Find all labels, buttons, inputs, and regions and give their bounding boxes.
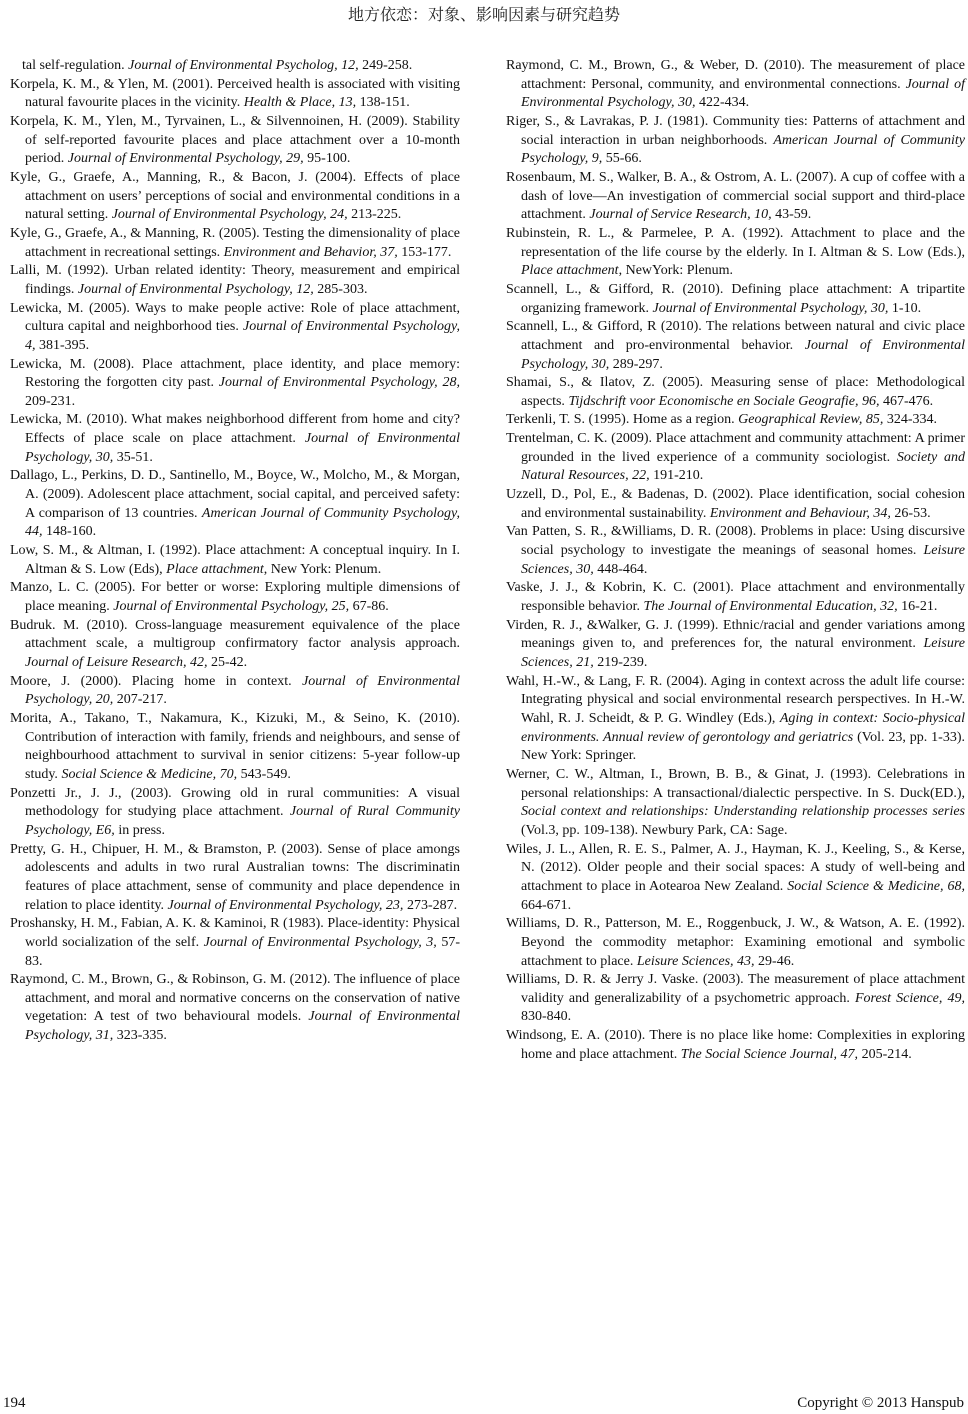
reference-entry — [10, 673, 460, 710]
reference-list-left-column — [10, 57, 460, 1046]
reference-text: 148-160. — [46, 524, 97, 540]
reference-entry — [10, 411, 460, 467]
reference-text: 273-287. — [406, 897, 458, 913]
reference-text: tal self-regulation. — [22, 58, 129, 73]
copyright-notice: Copyright © 2013 Hanspub — [797, 1395, 964, 1411]
reference-source-italic: Journal of Leisure Research, 42, — [25, 655, 211, 670]
reference-source-italic: Place attachment — [521, 263, 619, 279]
reference-text: 285-303. — [317, 281, 368, 297]
reference-text: 249-258. — [362, 58, 413, 73]
reference-text: Scannell, L., & Gifford, R. (2010). Defining place attachment: A tripartite organizing framework. — [506, 281, 965, 316]
reference-text: 1-10. — [891, 300, 922, 316]
reference-entry — [506, 1027, 965, 1064]
reference-text: Kyle, G., Graefe, A., & Manning, R. (2005). Testing the dimensionality of place attachment in recreational settings. — [10, 225, 460, 260]
reference-source-italic: Leisure Sciences, 21, — [521, 636, 965, 670]
reference-entry — [10, 262, 460, 299]
reference-source-italic: Leisure Sciences, 43, — [636, 953, 759, 969]
reference-text: 26-53. — [894, 505, 931, 521]
reference-text: Pretty, G. H., Chipuer, H. M., & Bramston, P. (2003). Sense of place amongs adolescents and adults in two rural Australian towns: The discriminatin features of place attachment, sense of community and place dependence in relation to place identity. — [10, 841, 460, 913]
reference-text: in press. — [118, 822, 165, 838]
reference-source-italic: Journal of Service Research, 10, — [589, 207, 776, 223]
reference-source-italic: American Journal of Community Psychology, 44, — [25, 505, 460, 540]
reference-text: Williams, D. R., Patterson, M. E., Roggenbuck, J. W., & Watson, A. E. (1992). Beyond the commodity metaphor: Examining emotional and symbolic attachment to place. — [506, 916, 965, 969]
reference-text: Korpela, K. M., Ylen, M., Tyrvainen, L., & Silvennoinen, H. (2009). Stability of self-reported favourite places and place attachment over a 10-month period. — [10, 113, 460, 167]
reference-text: Trentelman, C. K. (2009). Place attachment and community attachment: A primer grounded in the lived experience of a community sociologist. — [506, 431, 965, 465]
reference-entry — [10, 617, 460, 673]
reference-entry — [10, 841, 460, 916]
reference-text: 55-66. — [605, 151, 642, 167]
reference-text: Van Patten, S. R., &Williams, D. R. (2008). Problems in place: Using discursive social psychology to investigate the meanings of seasonal homes. — [506, 524, 965, 559]
reference-text: 29-46. — [758, 953, 795, 969]
reference-source-italic: Society and Natural Resources, 22, — [521, 449, 965, 484]
reference-text: Lewicka, M. (2005). Ways to make people active: Role of place attachment, cultura capital and neighborhood ties. — [10, 300, 460, 335]
reference-text: Low, S. M., & Altman, I. (1992). Place attachment: A conceptual inquiry. In I. Altman & S. Low (Eds), — [10, 543, 460, 577]
reference-entry — [506, 57, 965, 113]
reference-text: , New York: Plenum. — [263, 561, 382, 577]
reference-source-italic: Journal of Environmental Psychology, 12, — [77, 281, 318, 297]
reference-entry — [10, 113, 460, 169]
reference-entry — [10, 785, 460, 841]
reference-text: Williams, D. R. & Jerry J. Vaske. (2003). The measurement of place attachment validity and generalizability of a psychometric approach. — [506, 972, 965, 1006]
reference-text: 35-51. — [116, 449, 153, 465]
reference-text: 448-464. — [597, 561, 648, 577]
reference-entry — [506, 915, 965, 971]
reference-text: Kyle, G., Graefe, A., Manning, R., & Bacon, J. (2004). Effects of place attachment on users’ perceptions of social and environmental conditions in a natural setting. — [10, 169, 460, 223]
reference-text: Korpela, K. M., & Ylen, M. (2001). Perceived health is associated with visiting natural favourite places in the vicinity. — [10, 76, 460, 111]
reference-text: Lalli, M. (1992). Urban related identity: Theory, measurement and empirical findings. — [10, 263, 460, 297]
reference-entry — [506, 318, 965, 374]
reference-entry — [10, 467, 460, 542]
reference-entry — [10, 915, 460, 971]
reference-source-italic: The Journal of Environmental Education, 32, — [643, 599, 902, 615]
reference-entry — [506, 971, 965, 1027]
reference-text: 153-177. — [401, 244, 452, 260]
reference-source-italic: American Journal of Community Psychology, 9, — [521, 132, 965, 167]
reference-text: 422-434. — [698, 95, 750, 111]
reference-text: Raymond, C. M., Brown, G., & Weber, D. (2010). The measurement of place attachment: Personal, community, and environmental connections. — [506, 58, 965, 92]
reference-source-italic: Journal of Environmental Psychology, 20, — [25, 673, 460, 708]
reference-source-italic: Journal of Environmental Psychology, 24, — [111, 207, 352, 223]
reference-source-italic: Journal of Environmental Psychology, 31, — [25, 1009, 460, 1044]
reference-source-italic: Health & Place, 13, — [243, 95, 360, 111]
reference-source-italic: Geographical Review, 85, — [738, 412, 887, 428]
reference-entry — [506, 411, 965, 430]
reference-entry — [10, 710, 460, 785]
reference-text: 67-86. — [352, 599, 389, 615]
reference-entry — [506, 374, 965, 411]
reference-source-italic: Journal of Environmental Psychology, 23, — [167, 897, 407, 913]
reference-text: Shamai, S., & Ilatov, Z. (2005). Measuring sense of place: Methodological aspects. — [506, 375, 965, 409]
reference-text: 207-217. — [116, 692, 167, 708]
reference-text: Raymond, C. M., Brown, G., & Robinson, G. M. (2012). The influence of place attachment, and moral and normative concerns on the conservation of native vegetation: A test of two behavioural models. — [10, 972, 460, 1025]
reference-entry — [10, 300, 460, 356]
reference-text: (Vol.3, pp. 109-138). Newbury Park, CA: Sage. — [521, 822, 788, 838]
reference-text: Lewicka, M. (2010). What makes neighborhood different from home and city? Effects of place scale on place attachment. — [10, 412, 460, 447]
reference-entry — [506, 523, 965, 579]
reference-text: 381-395. — [39, 337, 90, 353]
page-number: 194 — [3, 1395, 26, 1411]
reference-text: Terkenli, T. S. (1995). Home as a region. — [506, 412, 739, 428]
reference-text: 191-210. — [653, 468, 704, 484]
reference-source-italic: Journal of Environmental Psychology, 29, — [67, 151, 308, 167]
reference-text: Virden, R. J., &Walker, G. J. (1999). Ethnic/racial and gender variations among meanings given to, and preferences for, the natural environment. — [506, 617, 965, 652]
reference-source-italic: Leisure Sciences, 30, — [521, 543, 965, 577]
reference-text: Rubinstein, R. L., & Parmelee, P. A. (1992). Attachment to place and the representation of the life course by the elderly. In I. Altman & S. Low (Eds.), — [506, 225, 965, 260]
reference-text: Dallago, L., Perkins, D. D., Santinello, M., Boyce, W., Molcho, M., & Morgan, A. (2009). Adolescent place attachment, social capital, and perceived safety: A comparison of 13 countries. — [10, 468, 460, 521]
reference-entry — [10, 356, 460, 412]
reference-text: Budruk. M. (2010). Cross-language measurement equivalence of the place attachment scale, a multigroup confirmatory factor analysis approach. — [10, 617, 460, 652]
reference-text: Wahl, H.-W., & Lang, F. R. (2004). Aging in context across the adult life course: Integrating physical and social environmental research perspectives. In H.-W. Wahl, R. J. Scheidt, & P. G. Windley (Eds.), — [506, 673, 965, 726]
reference-text: Wiles, J. L., Allen, R. E. S., Palmer, A. J., Hayman, K. J., Keeling, S., & Kerse, N. (2012). Older people and their social spaces: A study of well-being and attachment to place in Aotearoa New Zealand. — [506, 841, 965, 894]
reference-text: 664-671. — [521, 897, 572, 913]
reference-entry — [506, 225, 965, 281]
reference-text: 25-42. — [211, 655, 248, 670]
reference-source-italic: Journal of Environmental Psychology, 28, — [218, 375, 460, 391]
reference-text: 289-297. — [612, 356, 663, 372]
reference-entry — [506, 766, 965, 841]
reference-entry — [506, 430, 965, 486]
reference-entry — [506, 841, 965, 916]
reference-text: Ponzetti Jr., J. J., (2003). Growing old in rural communities: A visual methodology for studying place attachment. — [10, 785, 460, 820]
reference-text: Windsong, E. A. (2010). There is no place like home: Complexities in exploring home and place attachment. — [506, 1028, 965, 1062]
reference-text: Vaske, J. J., & Kobrin, K. C. (2001). Place attachment and environmentally responsible behavior. — [506, 580, 965, 615]
reference-source-italic: Journal of Environmental Psychology, 4, — [25, 319, 460, 353]
reference-entry — [10, 225, 460, 262]
reference-source-italic: Aging in context: Socio-physical environments. Annual review of gerontology and geriatrics — [521, 710, 965, 745]
reference-source-italic: Social context and relationships: Understanding relationship processes series — [521, 804, 965, 820]
reference-text: 324-334. — [886, 412, 937, 428]
reference-source-italic: Journal of Rural Community Psychology, E6, — [25, 804, 460, 838]
reference-entry — [10, 57, 460, 76]
reference-text: Riger, S., & Lavrakas, P. J. (1981). Community ties: Patterns of attachment and social interaction in urban neighborhoods. — [506, 113, 965, 148]
reference-source-italic: Journal of Environmental Psychology, 30, — [25, 431, 460, 465]
reference-list-right-column — [506, 57, 965, 1064]
reference-source-italic: Tijdschrift voor Economische en Sociale Geografie, 96, — [568, 393, 883, 409]
reference-text: , NewYork: Plenum. — [618, 263, 734, 279]
reference-source-italic: Forest Science, 49, — [854, 990, 965, 1006]
reference-entry — [10, 542, 460, 579]
reference-source-italic: Journal of Environmental Psychology, 30, — [521, 337, 965, 372]
reference-text: Moore, J. (2000). Placing home in context. — [10, 673, 303, 689]
reference-text: 219-239. — [597, 655, 648, 670]
reference-entry — [10, 169, 460, 225]
reference-entry — [506, 617, 965, 673]
reference-entry — [506, 169, 965, 225]
reference-source-italic: Journal of Environmental Psycholog, 12, — [128, 58, 363, 73]
reference-text: Proshansky, H. M., Fabian, A. K. & Kaminoi, R (1983). Place-identity: Physical world socialization of the self. — [10, 916, 460, 950]
reference-text: 209-231. — [25, 393, 76, 409]
running-header: 地方依恋：对象、影响因素与研究趋势 — [347, 5, 620, 24]
reference-source-italic: Journal of Environmental Psychology, 30, — [652, 300, 892, 316]
reference-entry — [10, 971, 460, 1046]
reference-text: Uzzell, D., Pol, E., & Badenas, D. (2002). Place identification, social cohesion and environmental sustainability. — [506, 487, 965, 521]
reference-text: 323-335. — [116, 1028, 167, 1044]
reference-entry — [10, 76, 460, 113]
reference-entry — [506, 579, 965, 616]
reference-entry — [506, 113, 965, 169]
reference-source-italic: Social Science & Medicine, 70, — [61, 766, 241, 782]
reference-entry — [10, 579, 460, 616]
reference-source-italic: Journal of Environmental Psychology, 25, — [113, 599, 353, 615]
reference-source-italic: Journal of Environmental Psychology, 3, — [203, 934, 442, 950]
reference-source-italic: Place attachment — [166, 561, 264, 577]
reference-source-italic: Social Science & Medicine, 68, — [787, 878, 965, 894]
reference-text: 138-151. — [359, 95, 410, 111]
reference-text: Lewicka, M. (2008). Place attachment, place identity, and place memory: Restoring the forgotten city past. — [10, 356, 460, 391]
reference-source-italic: The Social Science Journal, 47, — [680, 1046, 862, 1062]
reference-text: 205-214. — [861, 1046, 912, 1062]
reference-text: 43-59. — [775, 207, 812, 223]
reference-text: 16-21. — [901, 599, 938, 615]
reference-source-italic: Environment and Behaviour, 34, — [709, 505, 895, 521]
reference-text: Werner, C. W., Altman, I., Brown, B. B., & Ginat, J. (1993). Celebrations in personal relationships: A transactional/dialectic perspective. In S. Duck(ED.), — [506, 766, 965, 801]
reference-text: Morita, A., Takano, T., Nakamura, K., Kizuki, M., & Seino, K. (2010). Contribution of interaction with family, friends and neighbours, and sense of neighbourhood attachment to survival in senior citizens: 5-year follow-up study. — [10, 710, 460, 782]
reference-text: Rosenbaum, M. S., Walker, B. A., & Ostrom, A. L. (2007). A cup of coffee with a dash of love—An investigation of commercial social support and third-place attachment. — [506, 169, 965, 223]
reference-entry — [506, 486, 965, 523]
reference-text: (Vol. 23, pp. 1-33). New York: Springer. — [521, 729, 965, 764]
reference-entry — [506, 673, 965, 766]
reference-source-italic: Environment and Behavior, 37, — [223, 244, 402, 260]
reference-text: 543-549. — [240, 766, 291, 782]
reference-text: 57-83. — [25, 934, 460, 969]
reference-source-italic: Journal of Environmental Psychology, 30, — [521, 76, 965, 111]
reference-text: 213-225. — [351, 207, 402, 223]
reference-text: Manzo, L. C. (2005). For better or worse: Exploring multiple dimensions of place meaning. — [10, 580, 460, 615]
reference-text: 95-100. — [307, 151, 351, 167]
reference-text: 467-476. — [883, 393, 934, 409]
reference-text: 830-840. — [521, 1009, 572, 1025]
reference-text: Scannell, L., & Gifford, R (2010). The relations between natural and civic place attachment and pro-environmental behavior. — [506, 319, 965, 353]
reference-entry — [506, 281, 965, 318]
